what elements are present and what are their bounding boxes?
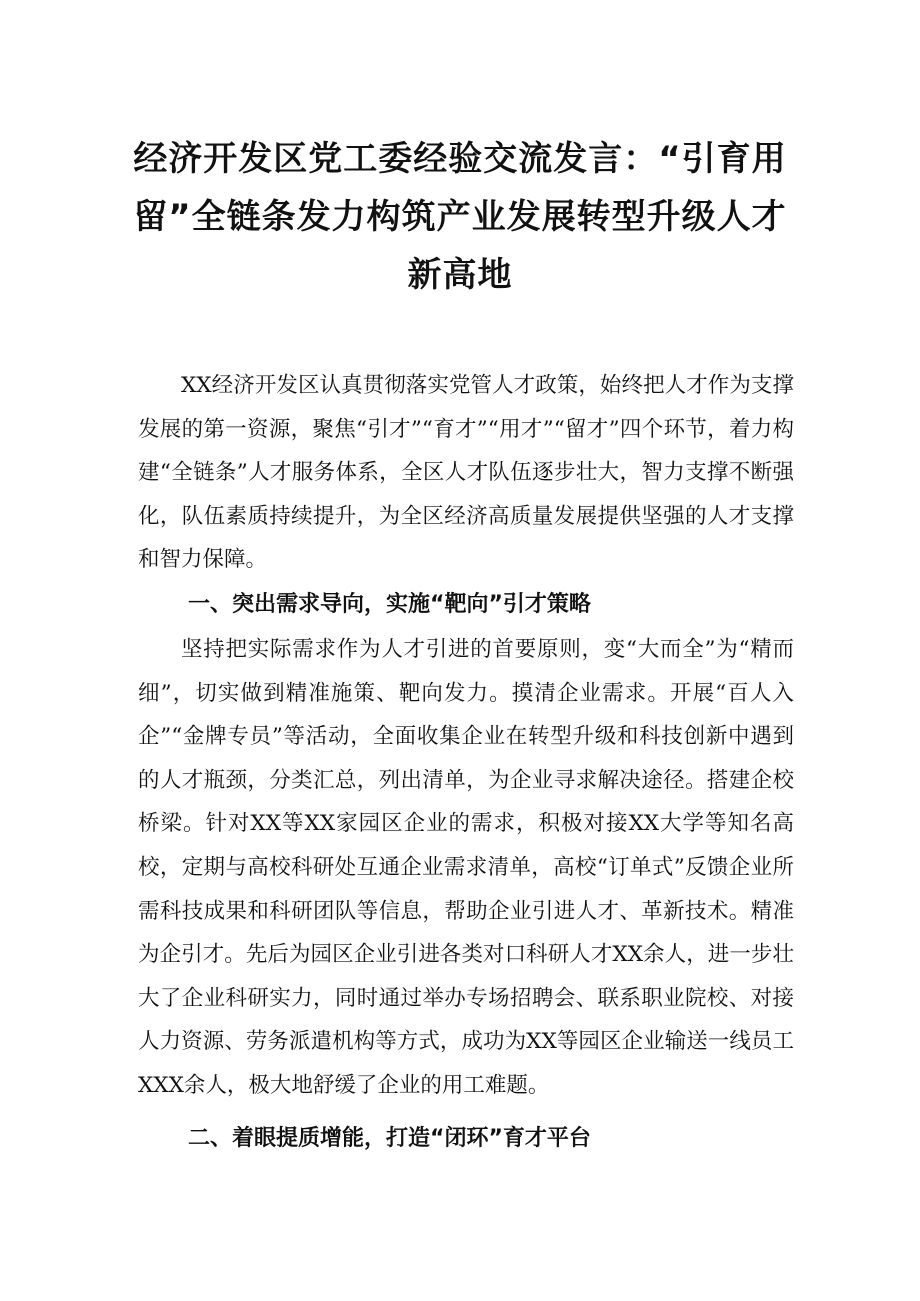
section-1-paragraph: 坚持把实际需求作为人才引进的首要原则，变“大而全”为“精而细”，切实做到精准施策、靶向发力。摸清企业需求。开展“百人入企”“金牌专员”等活动，全面收集企业在转型升级和科技创新中遇到的人才瓶颈，分类汇总，列出清单，为企业寻求解决途径。搭建企校桥梁。针对XX等XX家园区企业的需求，积极对接XX大学等知名高校，定期与高校科研处互通企业需求清单，高校“订单式”反馈企业所需科技成果和科研团队等信息，帮助企业引进人才、革新技术。精准为企引才。先后为园区企业引进各类对口科研人才XX余人，进一步壮大了企业科研实力，同时通过举办专场招聘会、联系职业院校、对接人力资源、劳务派遣机构等方式，成功为XX等园区企业输送一线员工XXX余人，极大地舒缓了企业的用工难题。 xyxy=(138,636,794,1098)
section-1-heading: 一、突出需求导向，实施“靶向”引才策略 xyxy=(188,591,591,617)
intro-paragraph: XX经济开发区认真贯彻落实党管人才政策，始终把人才作为支撑发展的第一资源，聚焦“引才”“育才”“用才”“留才”四个环节，着力构建“全链条”人才服务体系，全区人才队伍逐步壮大，智力支撑不断强化，队伍素质持续提升，为全区经济高质量发展提供坚强的人才支撑和智力保障。 xyxy=(138,373,794,573)
document-body xyxy=(138,364,794,1162)
document-title: 经济开发区党工委经验交流发言：“引育用留”全链条发力构筑产业发展转型升级人才新高地 xyxy=(133,139,787,295)
section-2-heading: 二、着眼提质增能，打造“闭环”育才平台 xyxy=(188,1125,591,1151)
